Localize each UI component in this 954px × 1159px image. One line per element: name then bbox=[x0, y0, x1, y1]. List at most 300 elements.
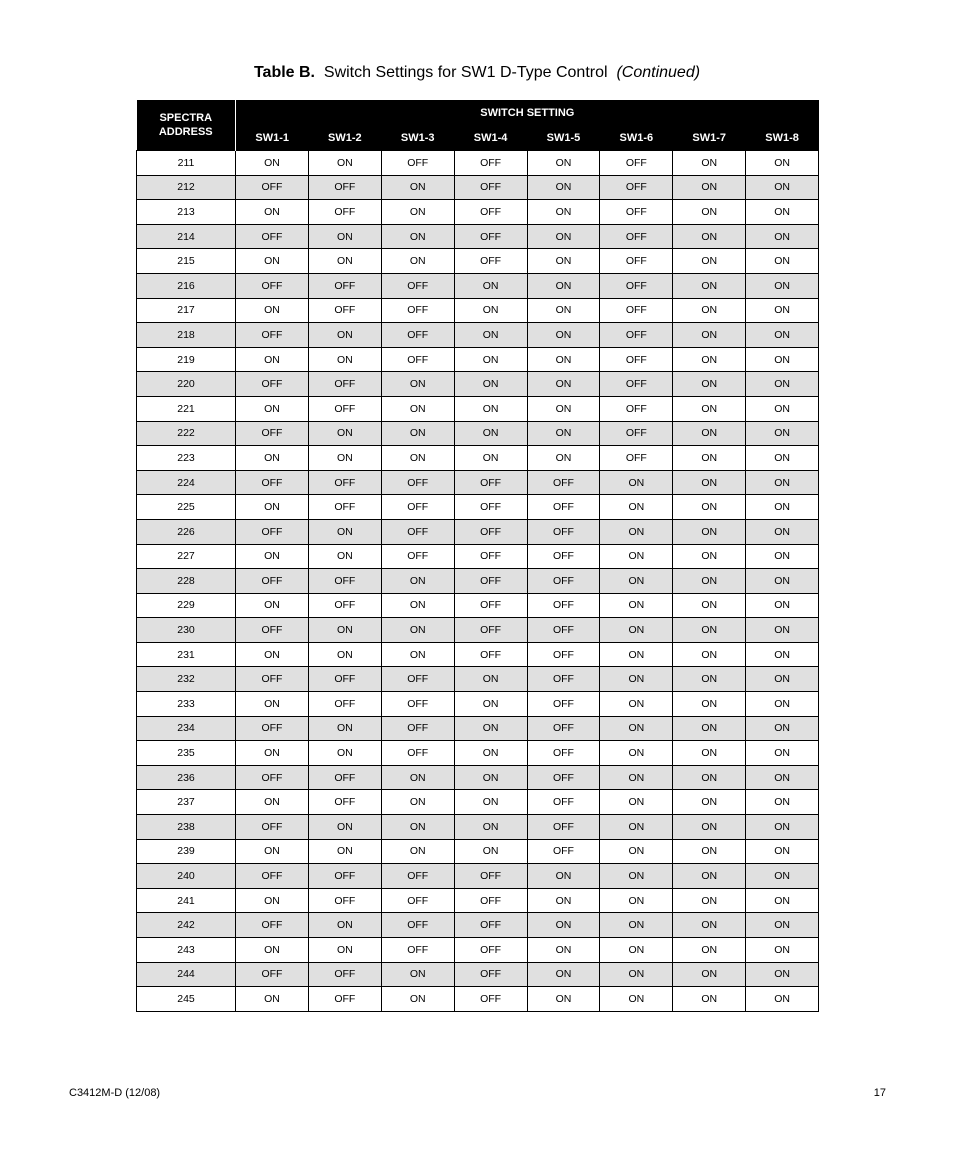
switch-cell: OFF bbox=[308, 495, 381, 520]
switch-cell: ON bbox=[381, 569, 454, 594]
switch-cell: ON bbox=[746, 618, 819, 643]
switch-cell: ON bbox=[673, 618, 746, 643]
switch-cell: ON bbox=[746, 569, 819, 594]
table-row bbox=[137, 347, 819, 372]
switch-cell: OFF bbox=[308, 692, 381, 717]
switch-cell: ON bbox=[527, 421, 600, 446]
switch-cell: ON bbox=[600, 519, 673, 544]
switch-cell: OFF bbox=[236, 224, 309, 249]
switch-cell: ON bbox=[236, 692, 309, 717]
switch-cell: ON bbox=[527, 249, 600, 274]
switch-cell: ON bbox=[308, 249, 381, 274]
column-header-sw1-1: SW1-1 bbox=[236, 125, 309, 151]
column-header-sw1-4: SW1-4 bbox=[454, 125, 527, 151]
switch-cell: OFF bbox=[527, 642, 600, 667]
switch-cell: ON bbox=[673, 151, 746, 176]
switch-cell: ON bbox=[381, 765, 454, 790]
page-number: 17 bbox=[873, 1087, 886, 1099]
switch-cell: OFF bbox=[600, 151, 673, 176]
switch-cell: ON bbox=[673, 962, 746, 987]
switch-cell: ON bbox=[673, 298, 746, 323]
switch-cell: OFF bbox=[381, 151, 454, 176]
switch-cell: ON bbox=[236, 200, 309, 225]
switch-cell: ON bbox=[236, 544, 309, 569]
switch-cell: ON bbox=[600, 716, 673, 741]
address-cell: 212 bbox=[137, 175, 236, 200]
switch-cell: OFF bbox=[527, 569, 600, 594]
switch-cell: ON bbox=[308, 618, 381, 643]
switch-cell: OFF bbox=[381, 495, 454, 520]
table-row bbox=[137, 642, 819, 667]
table-row bbox=[137, 151, 819, 176]
switch-cell: OFF bbox=[600, 175, 673, 200]
switch-cell: ON bbox=[308, 913, 381, 938]
switch-cell: ON bbox=[381, 372, 454, 397]
switch-cell: OFF bbox=[381, 470, 454, 495]
switch-cell: ON bbox=[673, 938, 746, 963]
switch-cell: OFF bbox=[308, 962, 381, 987]
switch-cell: ON bbox=[746, 495, 819, 520]
switch-cell: ON bbox=[236, 839, 309, 864]
switch-cell: ON bbox=[746, 446, 819, 471]
table-row bbox=[137, 864, 819, 889]
switch-cell: OFF bbox=[308, 765, 381, 790]
switch-cell: ON bbox=[746, 298, 819, 323]
switch-cell: ON bbox=[236, 987, 309, 1012]
switch-cell: ON bbox=[527, 913, 600, 938]
switch-cell: ON bbox=[454, 446, 527, 471]
address-cell: 214 bbox=[137, 224, 236, 249]
address-cell: 222 bbox=[137, 421, 236, 446]
switch-cell: OFF bbox=[600, 396, 673, 421]
switch-cell: OFF bbox=[600, 249, 673, 274]
address-header-line1: SPECTRA bbox=[159, 112, 213, 124]
table-row bbox=[137, 495, 819, 520]
switch-cell: OFF bbox=[236, 962, 309, 987]
switch-cell: ON bbox=[236, 790, 309, 815]
switch-cell: ON bbox=[381, 815, 454, 840]
address-cell: 243 bbox=[137, 938, 236, 963]
switch-cell: ON bbox=[454, 347, 527, 372]
address-cell: 225 bbox=[137, 495, 236, 520]
switch-cell: ON bbox=[527, 888, 600, 913]
switch-cell: ON bbox=[746, 421, 819, 446]
switch-cell: OFF bbox=[527, 495, 600, 520]
table-row bbox=[137, 741, 819, 766]
switch-cell: OFF bbox=[527, 815, 600, 840]
switch-cell: OFF bbox=[308, 667, 381, 692]
switch-cell: ON bbox=[746, 544, 819, 569]
switch-cell: ON bbox=[746, 716, 819, 741]
switch-cell: OFF bbox=[308, 372, 381, 397]
switch-cell: ON bbox=[746, 938, 819, 963]
switch-cell: OFF bbox=[236, 864, 309, 889]
switch-cell: ON bbox=[454, 273, 527, 298]
table-row bbox=[137, 446, 819, 471]
switch-cell: ON bbox=[381, 962, 454, 987]
switch-cell: OFF bbox=[381, 938, 454, 963]
switch-cell: ON bbox=[600, 544, 673, 569]
switch-cell: ON bbox=[381, 446, 454, 471]
switch-cell: ON bbox=[527, 298, 600, 323]
switch-cell: ON bbox=[454, 716, 527, 741]
switch-cell: OFF bbox=[381, 864, 454, 889]
table-body bbox=[137, 151, 819, 1012]
switch-cell: ON bbox=[673, 741, 746, 766]
address-cell: 227 bbox=[137, 544, 236, 569]
switch-cell: ON bbox=[673, 593, 746, 618]
address-cell: 216 bbox=[137, 273, 236, 298]
document-id: C3412M-D (12/08) bbox=[69, 1087, 161, 1099]
switch-cell: OFF bbox=[527, 765, 600, 790]
switch-cell: ON bbox=[673, 446, 746, 471]
switch-cell: OFF bbox=[527, 839, 600, 864]
switch-cell: ON bbox=[600, 667, 673, 692]
table-row bbox=[137, 175, 819, 200]
switch-cell: ON bbox=[381, 224, 454, 249]
switch-cell: ON bbox=[673, 495, 746, 520]
address-cell: 241 bbox=[137, 888, 236, 913]
switch-cell: ON bbox=[600, 618, 673, 643]
switch-settings-table bbox=[136, 100, 819, 1012]
switch-cell: OFF bbox=[527, 544, 600, 569]
switch-cell: ON bbox=[746, 372, 819, 397]
switch-cell: ON bbox=[308, 224, 381, 249]
switch-cell: OFF bbox=[236, 519, 309, 544]
switch-cell: OFF bbox=[381, 741, 454, 766]
switch-cell: ON bbox=[673, 544, 746, 569]
table-row bbox=[137, 372, 819, 397]
switch-cell: ON bbox=[308, 421, 381, 446]
switch-cell: ON bbox=[600, 741, 673, 766]
switch-cell: OFF bbox=[381, 667, 454, 692]
table-row bbox=[137, 765, 819, 790]
table-row bbox=[137, 815, 819, 840]
switch-cell: ON bbox=[746, 593, 819, 618]
address-cell: 238 bbox=[137, 815, 236, 840]
table-row bbox=[137, 667, 819, 692]
switch-cell: OFF bbox=[381, 716, 454, 741]
switch-cell: OFF bbox=[308, 593, 381, 618]
switch-cell: ON bbox=[454, 421, 527, 446]
switch-cell: ON bbox=[673, 421, 746, 446]
address-cell: 234 bbox=[137, 716, 236, 741]
switch-cell: OFF bbox=[527, 716, 600, 741]
address-cell: 245 bbox=[137, 987, 236, 1012]
switch-cell: OFF bbox=[454, 888, 527, 913]
address-cell: 220 bbox=[137, 372, 236, 397]
switch-cell: ON bbox=[600, 790, 673, 815]
switch-cell: OFF bbox=[600, 323, 673, 348]
switch-cell: ON bbox=[746, 815, 819, 840]
switch-cell: OFF bbox=[454, 987, 527, 1012]
switch-cell: ON bbox=[308, 544, 381, 569]
table-row bbox=[137, 249, 819, 274]
switch-cell: OFF bbox=[454, 519, 527, 544]
switch-cell: ON bbox=[746, 642, 819, 667]
switch-cell: ON bbox=[308, 323, 381, 348]
switch-cell: OFF bbox=[381, 519, 454, 544]
switch-cell: ON bbox=[673, 470, 746, 495]
address-cell: 233 bbox=[137, 692, 236, 717]
switch-cell: OFF bbox=[454, 544, 527, 569]
address-header bbox=[137, 100, 236, 151]
switch-cell: ON bbox=[673, 987, 746, 1012]
switch-cell: ON bbox=[527, 938, 600, 963]
switch-cell: OFF bbox=[236, 765, 309, 790]
switch-cell: ON bbox=[600, 765, 673, 790]
switch-cell: ON bbox=[527, 200, 600, 225]
switch-cell: OFF bbox=[454, 913, 527, 938]
switch-cell: ON bbox=[236, 151, 309, 176]
switch-cell: ON bbox=[381, 200, 454, 225]
switch-cell: ON bbox=[527, 446, 600, 471]
switch-cell: ON bbox=[600, 642, 673, 667]
table-row bbox=[137, 519, 819, 544]
address-cell: 239 bbox=[137, 839, 236, 864]
address-cell: 218 bbox=[137, 323, 236, 348]
switch-cell: ON bbox=[236, 642, 309, 667]
switch-cell: OFF bbox=[454, 495, 527, 520]
table-label: Table B. bbox=[253, 64, 315, 81]
switch-cell: ON bbox=[600, 888, 673, 913]
switch-cell: ON bbox=[746, 692, 819, 717]
switch-cell: OFF bbox=[600, 224, 673, 249]
address-cell: 232 bbox=[137, 667, 236, 692]
address-cell: 236 bbox=[137, 765, 236, 790]
switch-cell: ON bbox=[746, 249, 819, 274]
table-title bbox=[0, 61, 954, 85]
switch-cell: ON bbox=[673, 323, 746, 348]
switch-cell: ON bbox=[381, 396, 454, 421]
switch-cell: ON bbox=[381, 421, 454, 446]
switch-cell: ON bbox=[600, 470, 673, 495]
switch-cell: ON bbox=[673, 790, 746, 815]
address-cell: 228 bbox=[137, 569, 236, 594]
address-cell: 223 bbox=[137, 446, 236, 471]
switch-cell: OFF bbox=[527, 741, 600, 766]
switch-cell: ON bbox=[673, 249, 746, 274]
table-row bbox=[137, 716, 819, 741]
switch-cell: OFF bbox=[308, 298, 381, 323]
table-row bbox=[137, 569, 819, 594]
column-header-sw1-8: SW1-8 bbox=[746, 125, 819, 151]
switch-cell: OFF bbox=[600, 273, 673, 298]
switch-cell: ON bbox=[308, 716, 381, 741]
table-row bbox=[137, 987, 819, 1012]
switch-cell: OFF bbox=[527, 618, 600, 643]
switch-cell: ON bbox=[746, 200, 819, 225]
switch-cell: OFF bbox=[381, 692, 454, 717]
switch-cell: ON bbox=[673, 913, 746, 938]
switch-cell: ON bbox=[746, 888, 819, 913]
address-cell: 229 bbox=[137, 593, 236, 618]
switch-cell: OFF bbox=[308, 569, 381, 594]
switch-cell: OFF bbox=[308, 470, 381, 495]
switch-cell: ON bbox=[236, 938, 309, 963]
column-header-sw1-6: SW1-6 bbox=[600, 125, 673, 151]
switch-setting-header: SWITCH SETTING bbox=[236, 100, 819, 125]
switch-cell: ON bbox=[308, 815, 381, 840]
switch-cell: ON bbox=[673, 864, 746, 889]
switch-cell: OFF bbox=[381, 273, 454, 298]
switch-cell: ON bbox=[673, 273, 746, 298]
switch-cell: ON bbox=[236, 249, 309, 274]
switch-cell: ON bbox=[746, 667, 819, 692]
switch-cell: ON bbox=[746, 790, 819, 815]
switch-cell: OFF bbox=[600, 200, 673, 225]
address-cell: 213 bbox=[137, 200, 236, 225]
address-cell: 240 bbox=[137, 864, 236, 889]
table-row bbox=[137, 618, 819, 643]
switch-cell: ON bbox=[673, 888, 746, 913]
switch-cell: OFF bbox=[527, 519, 600, 544]
switch-cell: ON bbox=[746, 839, 819, 864]
continued-note: (Continued) bbox=[616, 64, 701, 81]
switch-cell: ON bbox=[236, 396, 309, 421]
switch-cell: ON bbox=[746, 864, 819, 889]
switch-cell: OFF bbox=[236, 618, 309, 643]
switch-cell: ON bbox=[746, 175, 819, 200]
address-cell: 242 bbox=[137, 913, 236, 938]
table-row bbox=[137, 273, 819, 298]
table-row bbox=[137, 421, 819, 446]
table-row bbox=[137, 913, 819, 938]
switch-cell: OFF bbox=[454, 175, 527, 200]
switch-cell: OFF bbox=[454, 224, 527, 249]
switch-cell: ON bbox=[308, 741, 381, 766]
switch-cell: ON bbox=[308, 938, 381, 963]
switch-cell: OFF bbox=[600, 372, 673, 397]
table-row bbox=[137, 888, 819, 913]
switch-cell: ON bbox=[746, 151, 819, 176]
address-cell: 215 bbox=[137, 249, 236, 274]
switch-cell: OFF bbox=[454, 618, 527, 643]
switch-cell: ON bbox=[236, 446, 309, 471]
switch-cell: OFF bbox=[308, 864, 381, 889]
table-row bbox=[137, 692, 819, 717]
switch-cell: OFF bbox=[236, 323, 309, 348]
switch-cell: OFF bbox=[454, 200, 527, 225]
switch-cell: ON bbox=[673, 200, 746, 225]
switch-cell: OFF bbox=[236, 815, 309, 840]
address-cell: 230 bbox=[137, 618, 236, 643]
switch-cell: OFF bbox=[308, 175, 381, 200]
switch-cell: OFF bbox=[236, 175, 309, 200]
switch-cell: ON bbox=[746, 224, 819, 249]
switch-cell: ON bbox=[673, 569, 746, 594]
switch-cell: OFF bbox=[454, 151, 527, 176]
switch-cell: OFF bbox=[454, 593, 527, 618]
switch-cell: ON bbox=[673, 642, 746, 667]
switch-cell: ON bbox=[600, 864, 673, 889]
switch-cell: OFF bbox=[236, 470, 309, 495]
switch-cell: OFF bbox=[308, 396, 381, 421]
switch-cell: ON bbox=[600, 938, 673, 963]
switch-cell: ON bbox=[236, 495, 309, 520]
switch-cell: ON bbox=[600, 962, 673, 987]
switch-cell: ON bbox=[527, 151, 600, 176]
switch-cell: OFF bbox=[236, 716, 309, 741]
switch-cell: ON bbox=[236, 741, 309, 766]
switch-cell: ON bbox=[746, 741, 819, 766]
switch-cell: OFF bbox=[236, 913, 309, 938]
switch-cell: ON bbox=[673, 519, 746, 544]
switch-cell: OFF bbox=[236, 421, 309, 446]
switch-cell: ON bbox=[746, 396, 819, 421]
switch-cell: OFF bbox=[600, 446, 673, 471]
switch-cell: ON bbox=[454, 667, 527, 692]
switch-cell: ON bbox=[308, 151, 381, 176]
switch-cell: OFF bbox=[236, 667, 309, 692]
switch-cell: ON bbox=[673, 347, 746, 372]
switch-cell: OFF bbox=[454, 962, 527, 987]
switch-cell: OFF bbox=[527, 470, 600, 495]
switch-cell: ON bbox=[673, 765, 746, 790]
switch-cell: ON bbox=[381, 249, 454, 274]
column-header-sw1-7: SW1-7 bbox=[673, 125, 746, 151]
switch-cell: ON bbox=[673, 667, 746, 692]
switch-cell: ON bbox=[746, 470, 819, 495]
address-cell: 221 bbox=[137, 396, 236, 421]
switch-cell: ON bbox=[746, 273, 819, 298]
switch-cell: ON bbox=[454, 839, 527, 864]
switch-cell: OFF bbox=[454, 864, 527, 889]
switch-cell: ON bbox=[600, 815, 673, 840]
address-cell: 219 bbox=[137, 347, 236, 372]
switch-cell: ON bbox=[673, 815, 746, 840]
switch-cell: OFF bbox=[381, 888, 454, 913]
table-row bbox=[137, 200, 819, 225]
switch-cell: ON bbox=[746, 987, 819, 1012]
column-header-sw1-2: SW1-2 bbox=[308, 125, 381, 151]
switch-cell: ON bbox=[673, 839, 746, 864]
switch-cell: ON bbox=[454, 790, 527, 815]
switch-cell: ON bbox=[600, 495, 673, 520]
address-cell: 226 bbox=[137, 519, 236, 544]
switch-cell: OFF bbox=[454, 938, 527, 963]
switch-cell: OFF bbox=[600, 421, 673, 446]
switch-cell: OFF bbox=[308, 987, 381, 1012]
switch-column-headers bbox=[137, 125, 819, 151]
switch-cell: ON bbox=[454, 396, 527, 421]
switch-cell: ON bbox=[746, 347, 819, 372]
switch-cell: ON bbox=[673, 716, 746, 741]
switch-cell: ON bbox=[527, 864, 600, 889]
address-header-line2: ADDRESS bbox=[158, 126, 213, 138]
switch-cell: ON bbox=[454, 323, 527, 348]
table-caption: Switch Settings for SW1 D-Type Control bbox=[323, 64, 608, 81]
switch-cell: ON bbox=[454, 815, 527, 840]
switch-cell: ON bbox=[381, 175, 454, 200]
table-row bbox=[137, 323, 819, 348]
address-cell: 237 bbox=[137, 790, 236, 815]
address-cell: 211 bbox=[137, 151, 236, 176]
switch-cell: OFF bbox=[236, 372, 309, 397]
address-cell: 235 bbox=[137, 741, 236, 766]
address-cell: 224 bbox=[137, 470, 236, 495]
switch-cell: ON bbox=[236, 298, 309, 323]
switch-cell: OFF bbox=[527, 593, 600, 618]
switch-cell: OFF bbox=[527, 667, 600, 692]
switch-cell: OFF bbox=[454, 642, 527, 667]
switch-cell: ON bbox=[454, 765, 527, 790]
table-row bbox=[137, 962, 819, 987]
switch-cell: ON bbox=[527, 323, 600, 348]
switch-cell: ON bbox=[673, 175, 746, 200]
switch-cell: ON bbox=[600, 913, 673, 938]
switch-cell: OFF bbox=[600, 298, 673, 323]
